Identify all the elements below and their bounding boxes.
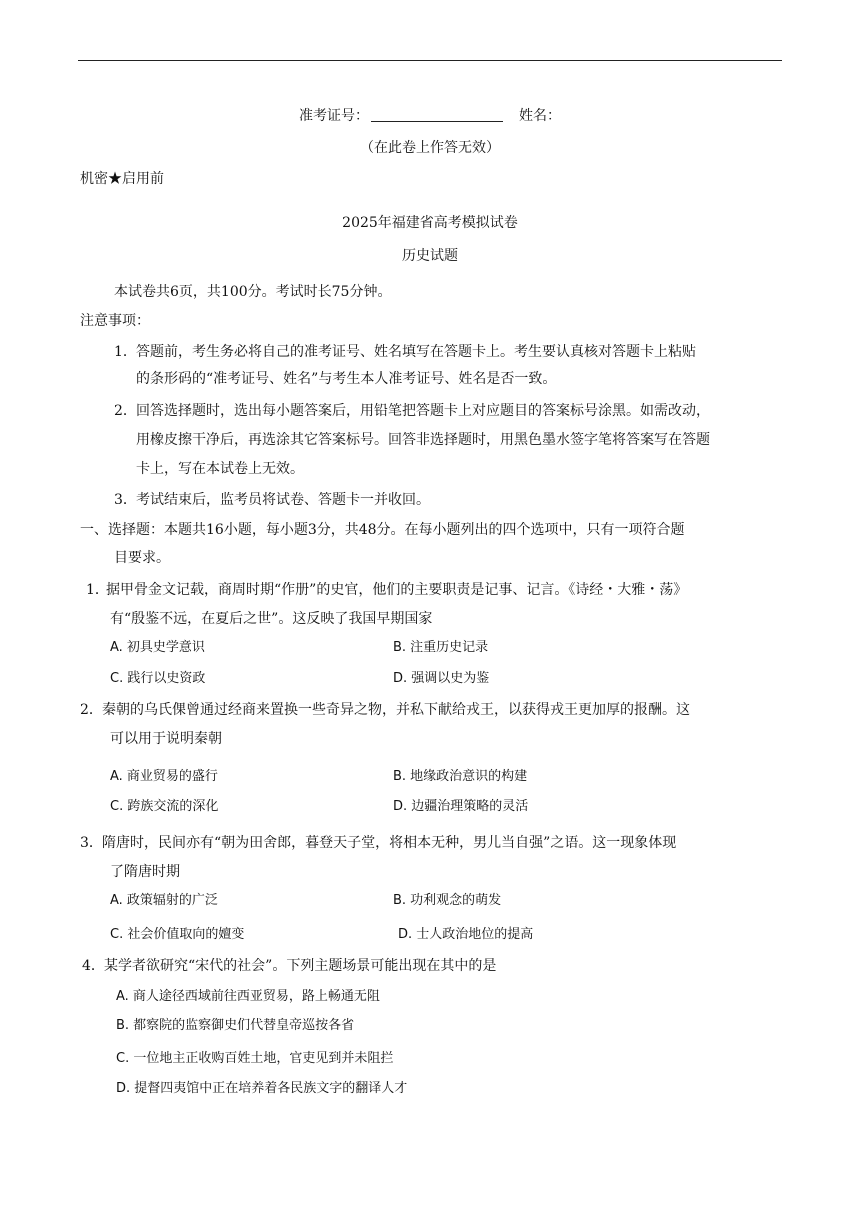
invalid-note: （在此卷上作答无效）: [360, 140, 500, 156]
option-d: D. 提督四夷馆中正在培养着各民族文字的翻译人才: [116, 1081, 408, 1096]
question-stem-line: 有“殷鉴不远，在夏后之世”。这反映了我国早期国家: [110, 611, 433, 627]
question-stem-line: 隋唐时，民间亦有“朝为田舍郎，暮登天子堂，将相本无种，男儿当自强”之语。这一现象体现: [102, 835, 677, 851]
intro-text: 本试卷共6页，共100分。考试时长75分钟。: [114, 284, 392, 300]
question-number: 1．: [86, 582, 109, 598]
note-number: 2．: [114, 403, 137, 419]
option-b: B. 功利观念的萌发: [393, 893, 502, 908]
section-heading-line: 一、选择题：本题共16小题，每小题3分，共48分。在每小题列出的四个选项中，只有一项符合题: [80, 522, 685, 538]
question-stem-line: 了隋唐时期: [110, 864, 180, 880]
note-number: 3．: [114, 492, 137, 508]
question-number: 2．: [80, 702, 103, 718]
option-b: B. 注重历史记录: [393, 640, 489, 655]
section-heading-line: 目要求。: [114, 550, 170, 566]
top-rule: [78, 60, 782, 61]
note-line: 的条形码的“准考证号、姓名”与考生本人准考证号、姓名是否一致。: [136, 371, 557, 387]
option-b: B. 地缘政治意识的构建: [393, 769, 528, 784]
option-a: A. 政策辐射的广泛: [110, 893, 218, 908]
note-line: 回答选择题时，选出每小题答案后，用铅笔把答题卡上对应题目的答案标号涂黑。如需改动，: [136, 403, 710, 419]
option-a: A. 商人途径西域前往西亚贸易，路上畅通无阻: [116, 989, 380, 1004]
note-line: 考试结束后，监考员将试卷、答题卡一并收回。: [136, 492, 430, 508]
question-number: 4．: [82, 958, 105, 974]
exam-id-blank: [371, 107, 503, 122]
notes-heading: 注意事项：: [80, 313, 150, 329]
note-number: 1．: [114, 344, 137, 360]
exam-title: 2025年福建省高考模拟试卷: [342, 215, 518, 231]
option-c: C. 社会价值取向的嬗变: [110, 927, 245, 942]
option-d: D. 边疆治理策略的灵活: [393, 799, 529, 814]
question-stem-line: 据甲骨金文记载，商周时期“作册”的史官，他们的主要职责是记事、记言。《诗经・大雅・荡》: [106, 582, 688, 598]
question-stem-line: 秦朝的乌氏倮曾通过经商来置换一些奇异之物，并私下献给戎王，以获得戎王更加厚的报酬。这: [102, 702, 690, 718]
option-a: A. 初具史学意识: [110, 640, 205, 655]
note-line: 卡上，写在本试卷上无效。: [136, 461, 304, 477]
question-number: 3．: [80, 835, 103, 851]
option-d: D. 强调以史为鉴: [393, 671, 490, 686]
question-stem-line: 可以用于说明秦朝: [110, 731, 222, 747]
option-d: D. 士人政治地位的提高: [398, 927, 534, 942]
question-stem-line: 某学者欲研究“宋代的社会”。下列主题场景可能出现在其中的是: [104, 958, 497, 974]
exam-id-label: 准考证号：: [299, 108, 369, 124]
exam-id-row: [0, 106, 860, 126]
option-a: A. 商业贸易的盛行: [110, 769, 218, 784]
subject-title: 历史试题: [402, 248, 458, 264]
secret-mark: 机密★启用前: [80, 171, 164, 187]
note-line: 用橡皮擦干净后，再选涂其它答案标号。回答非选择题时，用黑色墨水签字笔将答案写在答题: [136, 432, 710, 448]
option-c: C. 一位地主正收购百姓土地，官吏见到并未阻拦: [116, 1051, 394, 1066]
name-label: 姓名：: [519, 108, 561, 124]
option-c: C. 跨族交流的深化: [110, 799, 219, 814]
option-b: B. 都察院的监察御史们代替皇帝巡按各省: [116, 1018, 355, 1033]
note-line: 答题前，考生务必将自己的准考证号、姓名填写在答题卡上。考生要认真核对答题卡上粘贴: [136, 344, 696, 360]
option-c: C. 践行以史资政: [110, 671, 206, 686]
